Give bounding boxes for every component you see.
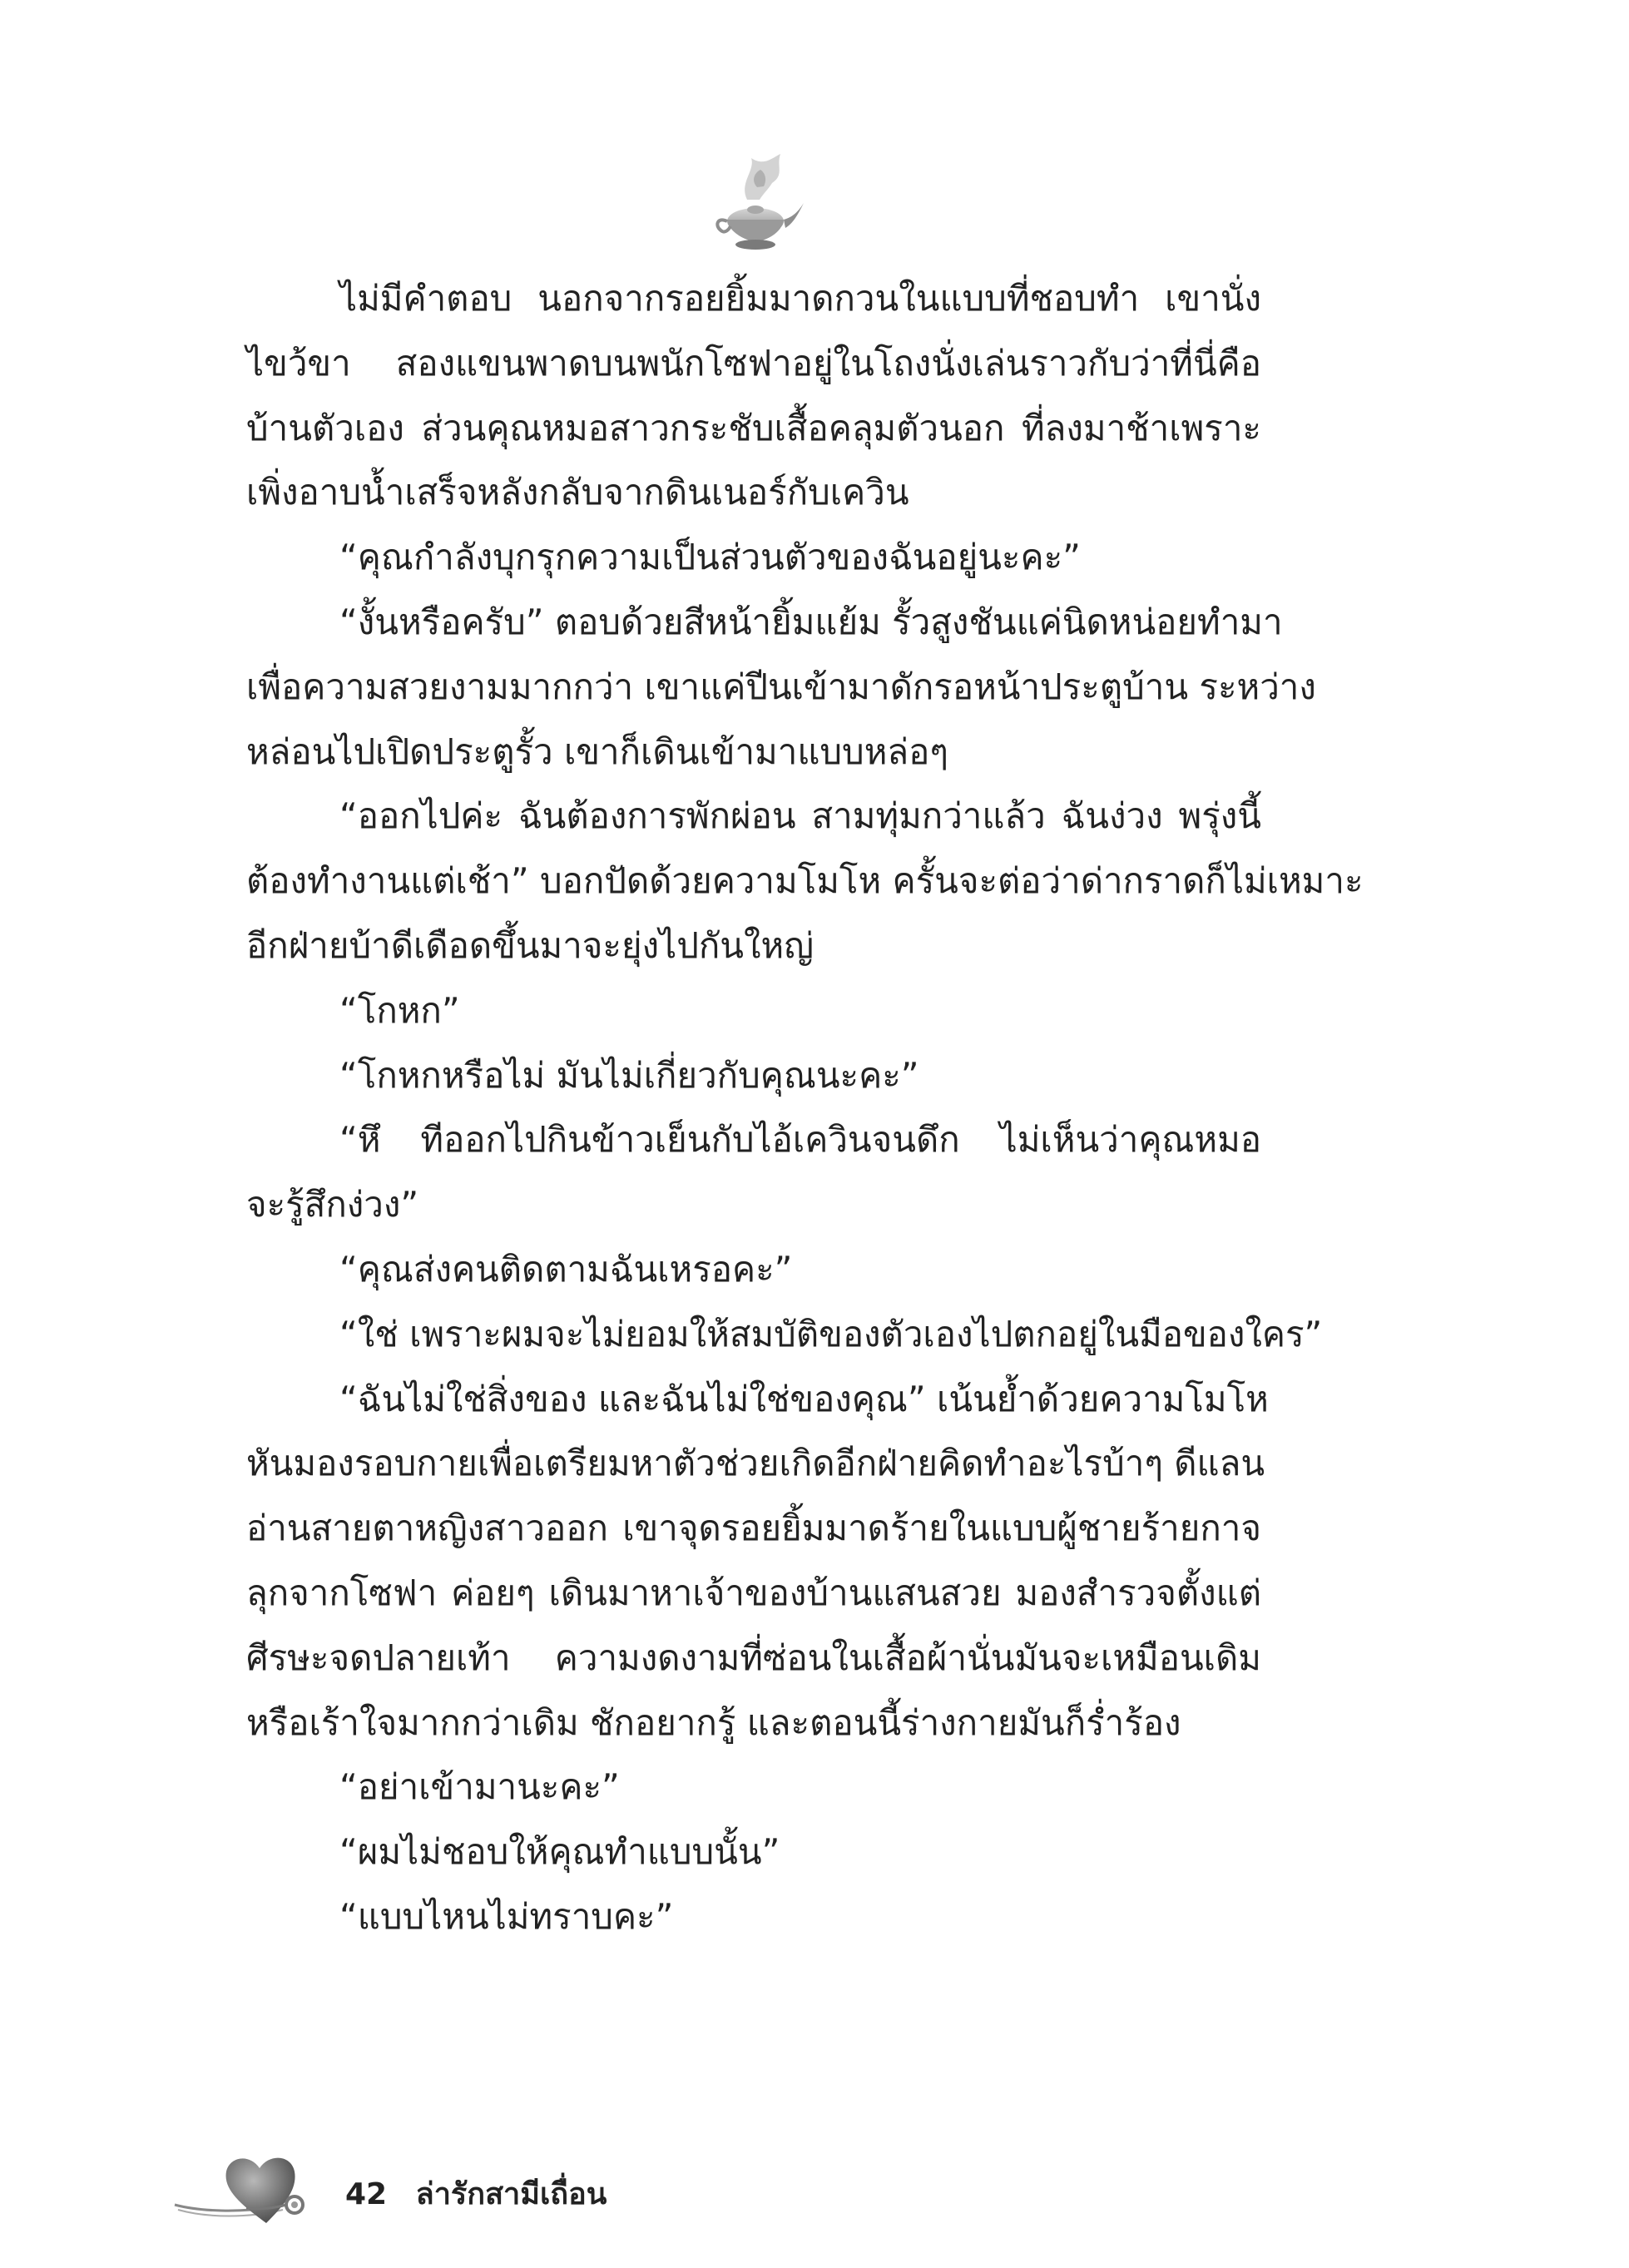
text-line: หันมองรอบกายเพื่อเตรียมหาตัวช่วยเกิดอีกฝ่ายคิดทำอะไรบ้าๆ ดีแลน bbox=[246, 1443, 1265, 1484]
text-line: “ผมไม่ชอบให้คุณทำแบบนั้น” bbox=[339, 1831, 780, 1873]
text-line: ศีรษะจดปลายเท้า ความงดงามที่ซ่อนในเสื้อผ้านั่นมันจะเหมือนเดิม bbox=[246, 1637, 1261, 1678]
text-line: ไม่มีคำตอบ นอกจากรอยยิ้มมาดกวนในแบบที่ชอบทำ เขานั่ง bbox=[339, 278, 1261, 319]
text-line: หรือเร้าใจมากกว่าเดิม ชักอยากรู้ และตอนนี้ร่างกายมันก็ร่ำร้อง bbox=[246, 1701, 1181, 1743]
text-line: “อย่าเข้ามานะคะ” bbox=[339, 1766, 620, 1808]
text-line: “โกหก” bbox=[339, 989, 460, 1031]
page-footer bbox=[166, 2147, 749, 2230]
text-line: “คุณกำลังบุกรุกความเป็นส่วนตัวของฉันอยู่นะคะ” bbox=[339, 537, 1081, 578]
text-line: “แบบไหนไม่ทราบคะ” bbox=[339, 1895, 674, 1937]
text-line: อ่านสายตาหญิงสาวออก เขาจุดรอยยิ้มมาดร้ายในแบบผู้ชายร้ายกาจ bbox=[246, 1508, 1261, 1549]
text-line: อีกฝ่ายบ้าดีเดือดขึ้นมาจะยุ่งไปกันใหญ่ bbox=[246, 924, 814, 966]
page-number: 42 bbox=[345, 2177, 388, 2211]
text-line: เพิ่งอาบน้ำเสร็จหลังกลับจากดินเนอร์กับเควิน bbox=[246, 472, 909, 513]
text-line: หล่อนไปเปิดประตูรั้ว เขาก็เดินเข้ามาแบบหล่อๆ bbox=[246, 730, 948, 772]
text-line: เพื่อความสวยงามมากกว่า เขาแค่ปีนเข้ามาดักรอหน้าประตูบ้าน ระหว่าง bbox=[246, 666, 1316, 707]
text-line: “ฉันไม่ใช่สิ่งของ และฉันไม่ใช่ของคุณ” เน้นย้ำด้วยความโมโห bbox=[339, 1378, 1269, 1419]
footer-label bbox=[345, 2170, 607, 2217]
text-line: ลุกจากโซฟา ค่อยๆ เดินมาหาเจ้าของบ้านแสนสวย มองสำรวจตั้งแต่ bbox=[246, 1572, 1261, 1613]
text-line: จะรู้สึกง่วง” bbox=[246, 1184, 419, 1226]
text-line: ไขว้ขา สองแขนพาดบนพนักโซฟาอยู่ในโถงนั่งเล่นราวกับว่าที่นี่คือ bbox=[246, 342, 1261, 384]
book-title: ล่ารักสามีเถื่อน bbox=[415, 2177, 607, 2211]
text-line: บ้านตัวเอง ส่วนคุณหมอสาวกระชับเสื้อคลุมตัวนอก ที่ลงมาช้าเพราะ bbox=[246, 407, 1261, 448]
text-line: “งั้นหรือครับ” ตอบด้วยสีหน้ายิ้มแย้ม รั้วสูงชันแค่นิดหน่อยทำมา bbox=[339, 601, 1283, 642]
heart-stethoscope-icon bbox=[166, 2147, 333, 2230]
genie-lamp-icon bbox=[706, 150, 805, 258]
text-line: “ใช่ เพราะผมจะไม่ยอมให้สมบัติของตัวเองไปตกอยู่ในมือของใคร” bbox=[339, 1313, 1323, 1354]
text-line: “ออกไปค่ะ ฉันต้องการพักผ่อน สามทุ่มกว่าแล้ว ฉันง่วง พรุ่งนี้ bbox=[339, 795, 1261, 837]
text-line: “โกหกหรือไม่ มันไม่เกี่ยวกับคุณนะคะ” bbox=[339, 1054, 919, 1096]
text-line: ต้องทำงานแต่เช้า” บอกปัดด้วยความโมโห ครั้นจะต่อว่าด่ากราดก็ไม่เหมาะ bbox=[246, 860, 1364, 902]
text-line: “คุณส่งคนติดตามฉันเหรอคะ” bbox=[339, 1248, 793, 1290]
story-text bbox=[246, 266, 1364, 1949]
text-line: “หึ ทีออกไปกินข้าวเย็นกับไอ้เควินจนดึก ไม่เห็นว่าคุณหมอ bbox=[339, 1119, 1261, 1161]
